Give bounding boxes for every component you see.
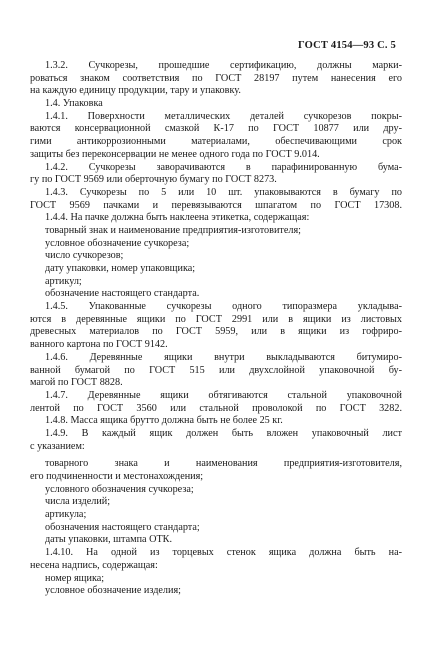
section-heading: 1.4. Упаковка [45, 98, 103, 110]
running-header: ГОСТ 4154—93 С. 5 [297, 40, 396, 51]
text-line: гими антикоррозионными материалами, обеспечивающими срок [30, 136, 402, 148]
text-line: древесных материалов по ГОСТ 5959, или в ящики из гофриро- [30, 326, 402, 338]
text-line: ванной бумагой по ГОСТ 515 или двухслойной упаковочной бу- [30, 364, 402, 376]
text-line: 1.4.9. В каждый ящик должен быть вложен упаковочный лист [45, 427, 402, 439]
list-item: числа изделий; [45, 496, 111, 508]
text-line: ются в деревянные ящики по ГОСТ 2991 или в ящики из листовых [30, 313, 402, 325]
text-line: ГОСТ 9569 пачками и перевязываются шпагатом по ГОСТ 17308. [30, 199, 402, 211]
list-item: артикул; [45, 275, 82, 287]
text-line: с указанием: [30, 440, 85, 452]
list-item: условного обозначения сучкореза; [45, 483, 194, 495]
list-item: дату упаковки, номер упаковщика; [45, 263, 196, 274]
text-line: 1.4.7. Деревянные ящики обтягиваются стальной упаковочной [45, 389, 402, 401]
list-item: товарного знака и наименования предприятия-изготовителя, [45, 458, 402, 470]
list-item: даты упаковки, штампа ОТК. [45, 534, 173, 546]
list-item: условное обозначение изделия; [45, 585, 181, 597]
text-line: 1.4.4. На пачке должна быть наклеена этикетка, содержащая: [45, 212, 310, 224]
text-line: несена надпись, содержащая: [30, 559, 158, 571]
list-item: номер ящика; [45, 572, 105, 584]
list-item: условное обозначение сучкореза; [45, 237, 190, 249]
text-line: защиты без переконсервации не менее одного года по ГОСТ 9.014. [30, 148, 320, 160]
body-text [30, 60, 402, 598]
text-line: гу по ГОСТ 9569 или оберточную бумагу по ГОСТ 8273. [30, 174, 277, 186]
text-line: на каждую единицу продукции, тару и упаковку. [30, 85, 241, 97]
list-item: товарный знак и наименование предприятия-изготовителя; [45, 224, 301, 236]
list-item: его подчиненности и местонахождения; [30, 471, 204, 482]
text-line: 1.4.2. Сучкорезы заворачиваются в парафинированную бума- [45, 161, 402, 173]
text-line: ваются консервационной смазкой К-17 по ГОСТ 10877 или дру- [30, 123, 402, 135]
text-line: 1.3.2. Сучкорезы, прошедшие сертификацию, должны марки- [45, 60, 402, 71]
text-line: 1.4.10. На одной из торцевых стенок ящика должна быть на- [45, 547, 402, 559]
text-line: 1.4.8. Масса ящика брутто должна быть не более 25 кг. [45, 415, 283, 427]
text-line: 1.4.1. Поверхности металлических деталей сучкорезов покры- [45, 110, 402, 122]
list-item: артикула; [45, 509, 87, 521]
text-line: магой по ГОСТ 8828. [30, 377, 123, 389]
text-line: 1.4.3. Сучкорезы по 5 или 10 шт. упаковываются в бумагу по [45, 186, 402, 198]
list-item: число сучкорезов; [45, 250, 124, 262]
text-line: 1.4.5. Упакованные сучкорезы одного типоразмера укладыва- [45, 301, 402, 313]
text-line: лентой по ГОСТ 3560 или стальной проволокой по ГОСТ 3282. [30, 402, 402, 414]
list-item: обозначения настоящего стандарта; [45, 521, 200, 533]
list-item: обозначение настоящего стандарта. [45, 288, 200, 300]
text-line: ванного картона по ГОСТ 9142. [30, 339, 168, 351]
text-line: 1.4.6. Деревянные ящики внутри выкладываются битумиро- [45, 351, 402, 363]
text-line: роваться знаком соответствия по ГОСТ 28197 путем нанесения его [30, 72, 402, 84]
